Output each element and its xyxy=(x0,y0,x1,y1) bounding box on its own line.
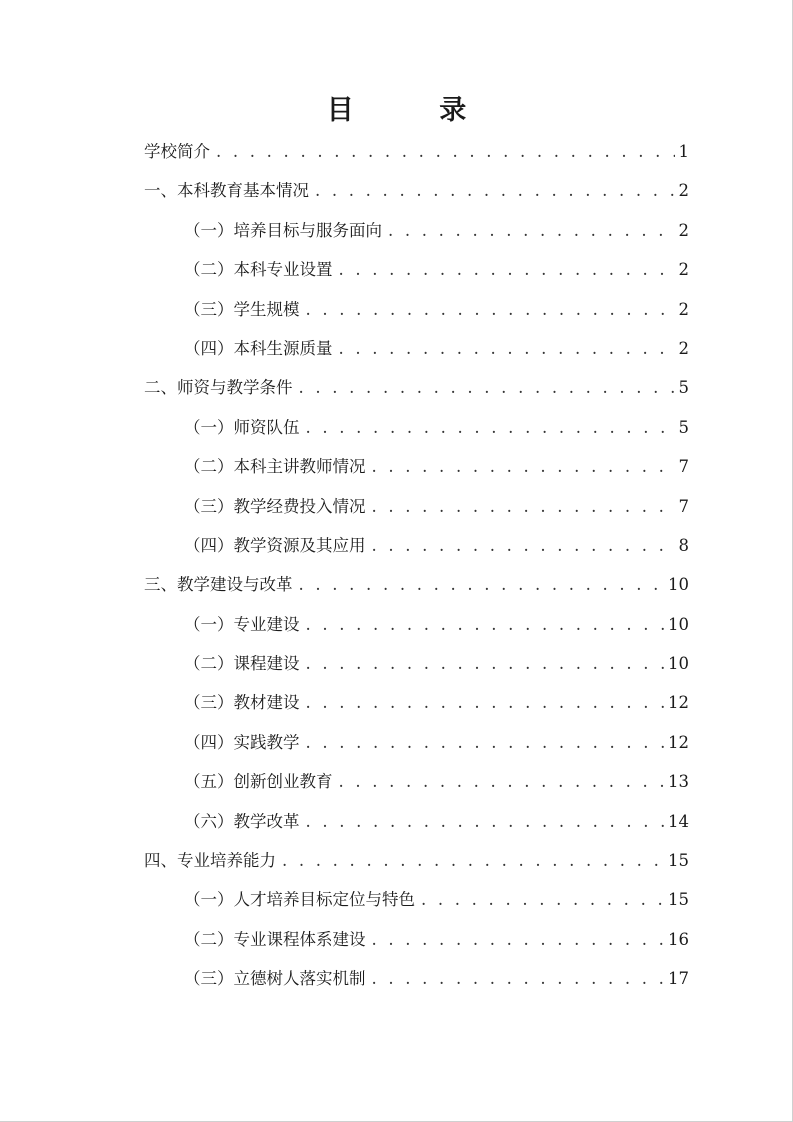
toc-entry-label: （二）专业课程体系建设 xyxy=(184,929,366,949)
toc-dot-leader xyxy=(372,491,675,523)
toc-page-number: 1 xyxy=(678,142,689,161)
toc-entry-label: （五）创新创业教育 xyxy=(184,772,333,792)
toc-entry[interactable] xyxy=(144,845,689,884)
toc-page-number: 10 xyxy=(668,614,689,634)
toc-entry[interactable] xyxy=(144,727,689,766)
toc-entry[interactable] xyxy=(144,766,689,805)
toc-entry[interactable] xyxy=(144,294,689,333)
toc-dot-leader xyxy=(339,333,675,365)
toc-page-number: 12 xyxy=(668,732,689,752)
toc-entry[interactable] xyxy=(144,412,689,451)
toc-entry[interactable] xyxy=(144,372,689,411)
toc-page-number: 2 xyxy=(678,181,689,201)
toc-dot-leader xyxy=(306,609,665,641)
toc-entry-label: （三）教材建设 xyxy=(184,693,300,713)
toc-dot-leader xyxy=(372,530,675,562)
toc-entry-label: （三）学生规模 xyxy=(184,299,300,319)
table-of-contents xyxy=(144,136,689,1003)
toc-dot-leader xyxy=(306,806,665,838)
toc-entry[interactable] xyxy=(144,687,689,726)
toc-entry-label: 学校简介 xyxy=(144,142,210,161)
toc-entry-label: （四）实践教学 xyxy=(184,732,300,752)
toc-dot-leader xyxy=(315,175,675,207)
toc-page-number: 7 xyxy=(678,457,689,477)
toc-entry[interactable] xyxy=(144,648,689,687)
toc-entry-label: （一）培养目标与服务面向 xyxy=(184,220,382,240)
toc-entry-label: 二、师资与教学条件 xyxy=(144,378,293,398)
toc-dot-leader xyxy=(372,451,675,483)
toc-entry-label: （三）立德树人落实机制 xyxy=(184,969,366,989)
toc-page-number: 5 xyxy=(678,378,689,398)
page-title: 目 录 xyxy=(326,95,505,126)
toc-entry-label: 四、专业培养能力 xyxy=(144,851,276,871)
toc-dot-leader xyxy=(306,727,665,759)
toc-page-number: 15 xyxy=(668,890,689,910)
toc-dot-leader xyxy=(306,412,675,444)
toc-entry[interactable] xyxy=(144,884,689,923)
toc-entry[interactable] xyxy=(144,963,689,1002)
toc-page-number: 15 xyxy=(668,851,689,871)
toc-dot-leader xyxy=(282,845,664,877)
toc-entry-label: （一）师资队伍 xyxy=(184,417,300,437)
toc-entry[interactable] xyxy=(144,333,689,372)
toc-page-number: 2 xyxy=(678,299,689,319)
toc-entry[interactable] xyxy=(144,806,689,845)
toc-entry-label: （二）课程建设 xyxy=(184,654,300,674)
toc-page-number: 17 xyxy=(668,969,689,989)
toc-dot-leader xyxy=(306,648,665,680)
toc-entry[interactable] xyxy=(144,136,689,175)
toc-dot-leader xyxy=(372,924,665,956)
toc-entry-label: （二）本科主讲教师情况 xyxy=(184,457,366,477)
toc-entry-label: （四）本科生源质量 xyxy=(184,338,333,358)
toc-entry[interactable] xyxy=(144,609,689,648)
toc-entry[interactable] xyxy=(144,491,689,530)
toc-page-number: 10 xyxy=(668,654,689,674)
toc-page-number: 5 xyxy=(678,417,689,437)
toc-dot-leader xyxy=(216,136,675,168)
toc-dot-leader xyxy=(388,215,675,247)
toc-dot-leader xyxy=(299,372,675,404)
toc-dot-leader xyxy=(306,687,665,719)
toc-entry-label: （一）人才培养目标定位与特色 xyxy=(184,890,415,910)
toc-entry-label: 三、教学建设与改革 xyxy=(144,575,293,595)
toc-dot-leader xyxy=(372,963,665,995)
toc-page-number: 10 xyxy=(668,575,689,595)
toc-page-number: 13 xyxy=(668,772,689,792)
toc-entry-label: （一）专业建设 xyxy=(184,614,300,634)
toc-page-number: 12 xyxy=(668,693,689,713)
toc-dot-leader xyxy=(421,884,664,916)
toc-page-number: 7 xyxy=(678,496,689,516)
toc-entry[interactable] xyxy=(144,215,689,254)
toc-entry[interactable] xyxy=(144,924,689,963)
toc-dot-leader xyxy=(306,294,675,326)
toc-dot-leader xyxy=(299,569,665,601)
toc-entry[interactable] xyxy=(144,175,689,214)
toc-page-number: 2 xyxy=(678,220,689,240)
toc-entry[interactable] xyxy=(144,451,689,490)
toc-entry-label: 一、本科教育基本情况 xyxy=(144,181,309,201)
toc-entry[interactable] xyxy=(144,254,689,293)
toc-entry-label: （四）教学资源及其应用 xyxy=(184,535,366,555)
toc-dot-leader xyxy=(339,766,665,798)
toc-page-number: 2 xyxy=(678,338,689,358)
toc-entry[interactable] xyxy=(144,530,689,569)
toc-page-number: 8 xyxy=(678,535,689,555)
toc-entry-label: （三）教学经费投入情况 xyxy=(184,496,366,516)
toc-page-number: 14 xyxy=(668,811,689,831)
toc-dot-leader xyxy=(339,254,675,286)
toc-page-number: 2 xyxy=(678,260,689,280)
toc-entry[interactable] xyxy=(144,569,689,608)
toc-entry-label: （六）教学改革 xyxy=(184,811,300,831)
toc-entry-label: （二）本科专业设置 xyxy=(184,260,333,280)
toc-page-number: 16 xyxy=(668,929,689,949)
